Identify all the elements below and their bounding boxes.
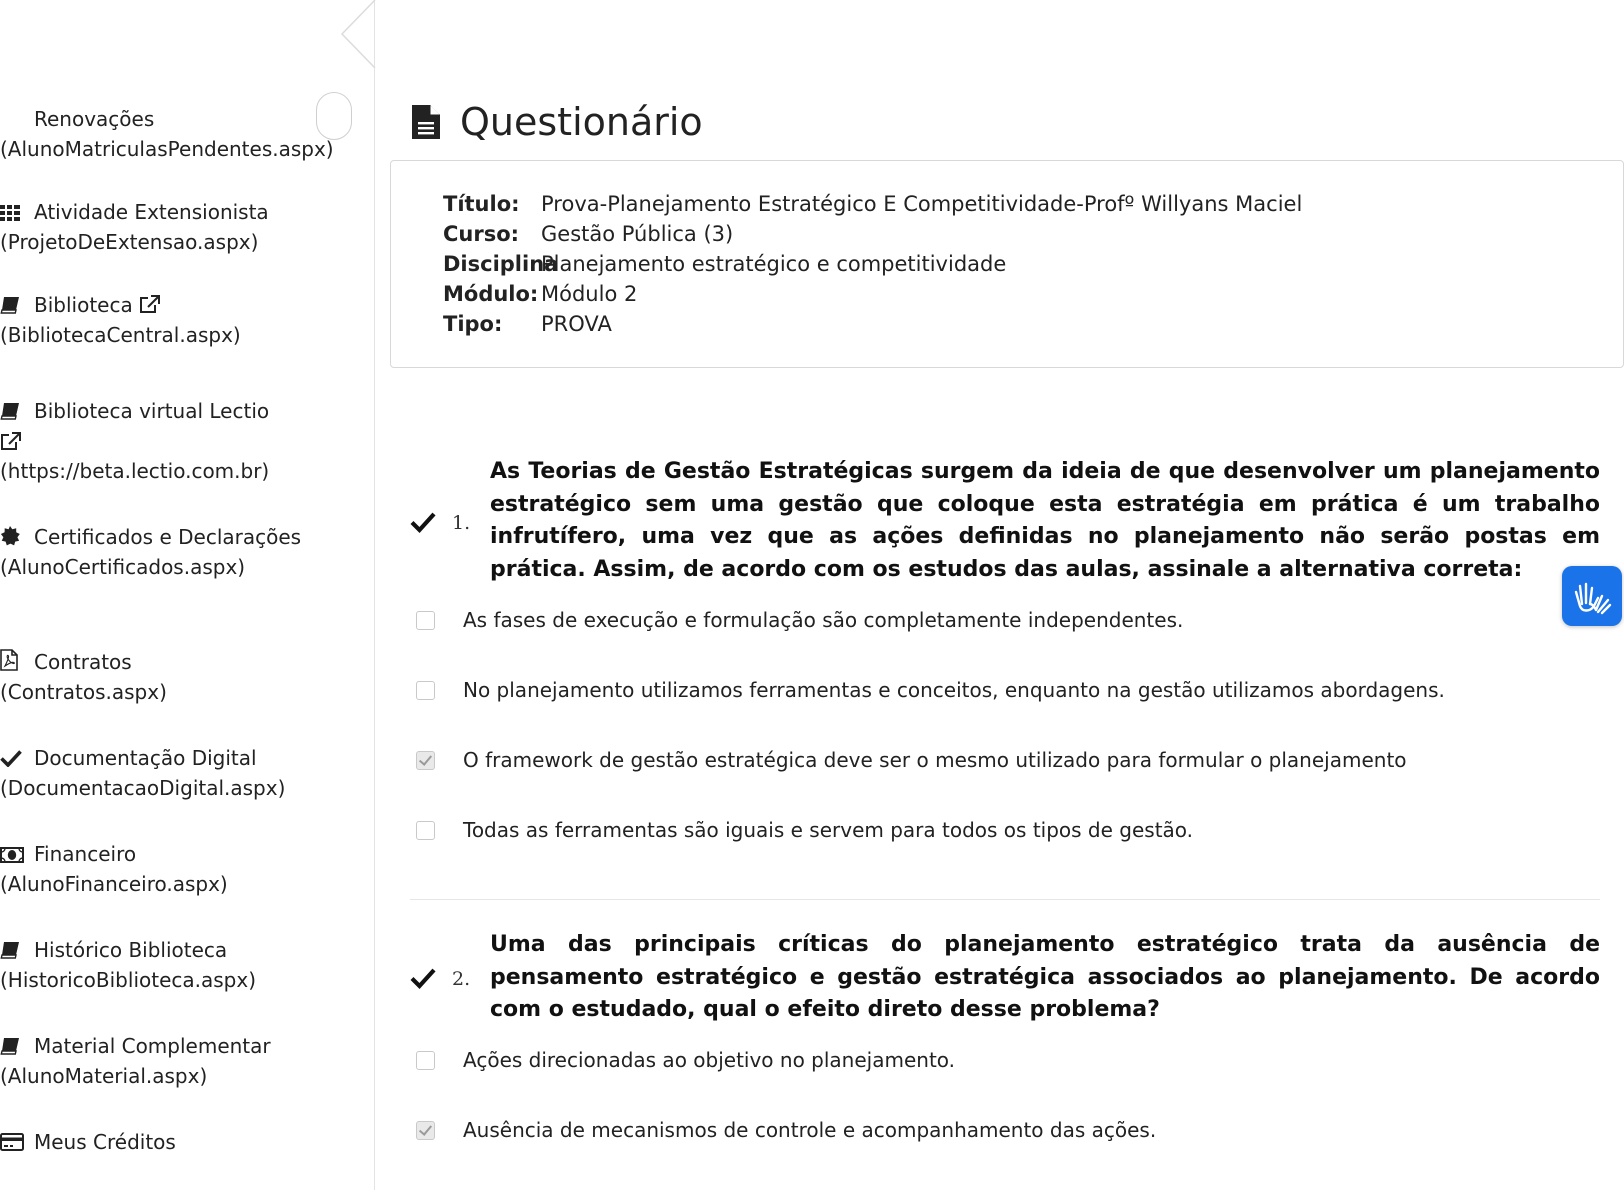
sidebar-item-documentacao-digital[interactable]	[0, 743, 330, 803]
sidebar-item-url: (HistoricoBiblioteca.aspx)	[0, 968, 256, 992]
question-1	[410, 456, 1600, 586]
option-q1-d[interactable]	[416, 818, 1193, 842]
sidebar-item-label: Documentação Digital	[34, 746, 257, 770]
file-pdf-icon	[0, 649, 24, 671]
option-checkbox[interactable]	[416, 1121, 435, 1140]
sidebar-item-label: Financeiro	[34, 842, 137, 866]
info-value: Módulo 2	[541, 282, 638, 306]
option-text: No planejamento utilizamos ferramentas e conceitos, enquanto na gestão utilizamos abordagens.	[463, 678, 1445, 702]
info-row-modulo	[443, 279, 1623, 309]
sidebar-item-contratos[interactable]	[0, 647, 330, 707]
question-divider	[410, 899, 1600, 900]
question-text: As Teorias de Gestão Estratégicas surgem da ideia de que desenvolver um planejamento estratégico sem uma gestão que coloque esta estratégia em prática é um trabalho infrutífero, uma vez que as ações definidas no planejamento não serão postas em prática. Assim, de acordo com os estudos das aulas, assinale a alternativa correta:	[490, 459, 1600, 582]
sidebar-item-url: (https://beta.lectio.com.br)	[0, 459, 270, 483]
option-text: Ausência de mecanismos de controle e acompanhamento das ações.	[463, 1118, 1157, 1142]
sidebar-item-financeiro[interactable]	[0, 839, 330, 899]
option-checkbox[interactable]	[416, 751, 435, 770]
sidebar-item-url: (AlunoCertificados.aspx)	[0, 555, 246, 579]
sidebar-item-url: (BibliotecaCentral.aspx)	[0, 323, 241, 347]
info-panel	[390, 160, 1624, 368]
external-link-icon	[139, 294, 161, 314]
check-icon	[410, 510, 436, 534]
sidebar-item-url: (AlunoMaterial.aspx)	[0, 1064, 208, 1088]
option-q1-a[interactable]	[416, 608, 1183, 632]
sidebar-item-label: Atividade Extensionista	[34, 200, 269, 224]
sidebar-item-url: (ProjetoDeExtensao.aspx)	[0, 230, 259, 254]
option-text: Todas as ferramentas são iguais e servem para todos os tipos de gestão.	[463, 818, 1194, 842]
certificate-icon	[0, 526, 24, 546]
sidebar-item-label: Meus Créditos	[34, 1130, 176, 1154]
money-icon	[0, 847, 24, 863]
sidebar-item-label: Contratos	[34, 650, 132, 674]
sidebar-item-label: Biblioteca	[34, 293, 133, 317]
info-value: Gestão Pública (3)	[541, 222, 734, 246]
sidebar-item-label: Material Complementar	[34, 1034, 271, 1058]
th-icon	[0, 205, 24, 221]
info-label: Módulo:	[443, 282, 539, 306]
sidebar-item-label: Biblioteca virtual Lectio	[34, 399, 270, 423]
info-label: Tipo:	[443, 312, 503, 336]
sidebar-item-label: Histórico Biblioteca	[34, 938, 228, 962]
option-checkbox[interactable]	[416, 611, 435, 630]
sidebar-item-renovacoes[interactable]	[0, 104, 334, 164]
sidebar-item-url: (DocumentacaoDigital.aspx)	[0, 776, 286, 800]
info-value: PROVA	[541, 312, 612, 336]
credit-card-icon	[0, 1133, 24, 1151]
book-icon	[0, 296, 24, 314]
file-text-icon	[410, 104, 442, 140]
option-checkbox[interactable]	[416, 681, 435, 700]
info-label: Disciplina	[443, 252, 559, 276]
question-number: 1.	[452, 512, 471, 534]
sidebar-item-historico-biblioteca[interactable]	[0, 935, 330, 995]
book-icon	[0, 1037, 24, 1055]
sign-language-hands-icon	[1562, 566, 1622, 626]
sidebar-item-atividade-extensionista[interactable]	[0, 197, 330, 257]
page-title-text: Questionário	[460, 100, 703, 144]
info-value: Planejamento estratégico e competitividade	[541, 252, 1007, 276]
option-q2-b[interactable]	[416, 1118, 1156, 1142]
option-text: Ações direcionadas ao objetivo no planejamento.	[463, 1048, 956, 1072]
question-2	[410, 929, 1600, 1027]
sidebar-item-biblioteca-virtual-lectio[interactable]	[0, 396, 330, 486]
question-number: 2.	[452, 968, 471, 990]
option-checkbox[interactable]	[416, 1051, 435, 1070]
info-label: Curso:	[443, 222, 520, 246]
sidebar-item-certificados[interactable]	[0, 522, 330, 582]
sidebar-item-url: (AlunoFinanceiro.aspx)	[0, 872, 228, 896]
sidebar-item-label: Renovações	[34, 107, 155, 131]
sidebar-item-meus-creditos[interactable]	[0, 1127, 330, 1157]
option-q1-b[interactable]	[416, 678, 1445, 702]
question-text: Uma das principais críticas do planejamento estratégico trata da ausência de pensamento estratégico e gestão estratégica associados ao planejamento. De acordo com o estudado, qual o efeito direto desse problema?	[490, 932, 1600, 1022]
sidebar-item-url: (AlunoMatriculasPendentes.aspx)	[0, 137, 334, 161]
option-q2-a[interactable]	[416, 1048, 955, 1072]
sidebar-item-url: (Contratos.aspx)	[0, 680, 167, 704]
info-value: Prova-Planejamento Estratégico E Competitividade-Profº Willyans Maciel	[541, 192, 1303, 216]
info-label: Título:	[443, 192, 520, 216]
check-icon	[0, 749, 24, 767]
option-text: O framework de gestão estratégica deve ser o mesmo utilizado para formular o planejamento	[463, 748, 1407, 772]
option-text: As fases de execução e formulação são completamente independentes.	[463, 608, 1184, 632]
collapse-arrow-icon[interactable]	[340, 0, 376, 68]
option-q1-c[interactable]	[416, 748, 1407, 772]
info-row-tipo	[443, 309, 1623, 339]
info-row-disciplina	[443, 249, 1623, 279]
info-row-titulo	[443, 189, 1623, 219]
main-content	[390, 0, 1624, 1190]
info-row-curso	[443, 219, 1623, 249]
sidebar-item-biblioteca[interactable]	[0, 290, 330, 350]
page-title	[410, 100, 703, 144]
accessibility-libras-button[interactable]	[1562, 566, 1622, 626]
check-icon	[410, 966, 436, 990]
external-link-icon	[0, 431, 22, 451]
option-checkbox[interactable]	[416, 821, 435, 840]
book-icon	[0, 941, 24, 959]
sidebar-item-label: Certificados e Declarações	[34, 525, 302, 549]
book-icon	[0, 402, 24, 420]
sidebar-item-material-complementar[interactable]	[0, 1031, 330, 1091]
sidebar	[0, 0, 375, 1190]
